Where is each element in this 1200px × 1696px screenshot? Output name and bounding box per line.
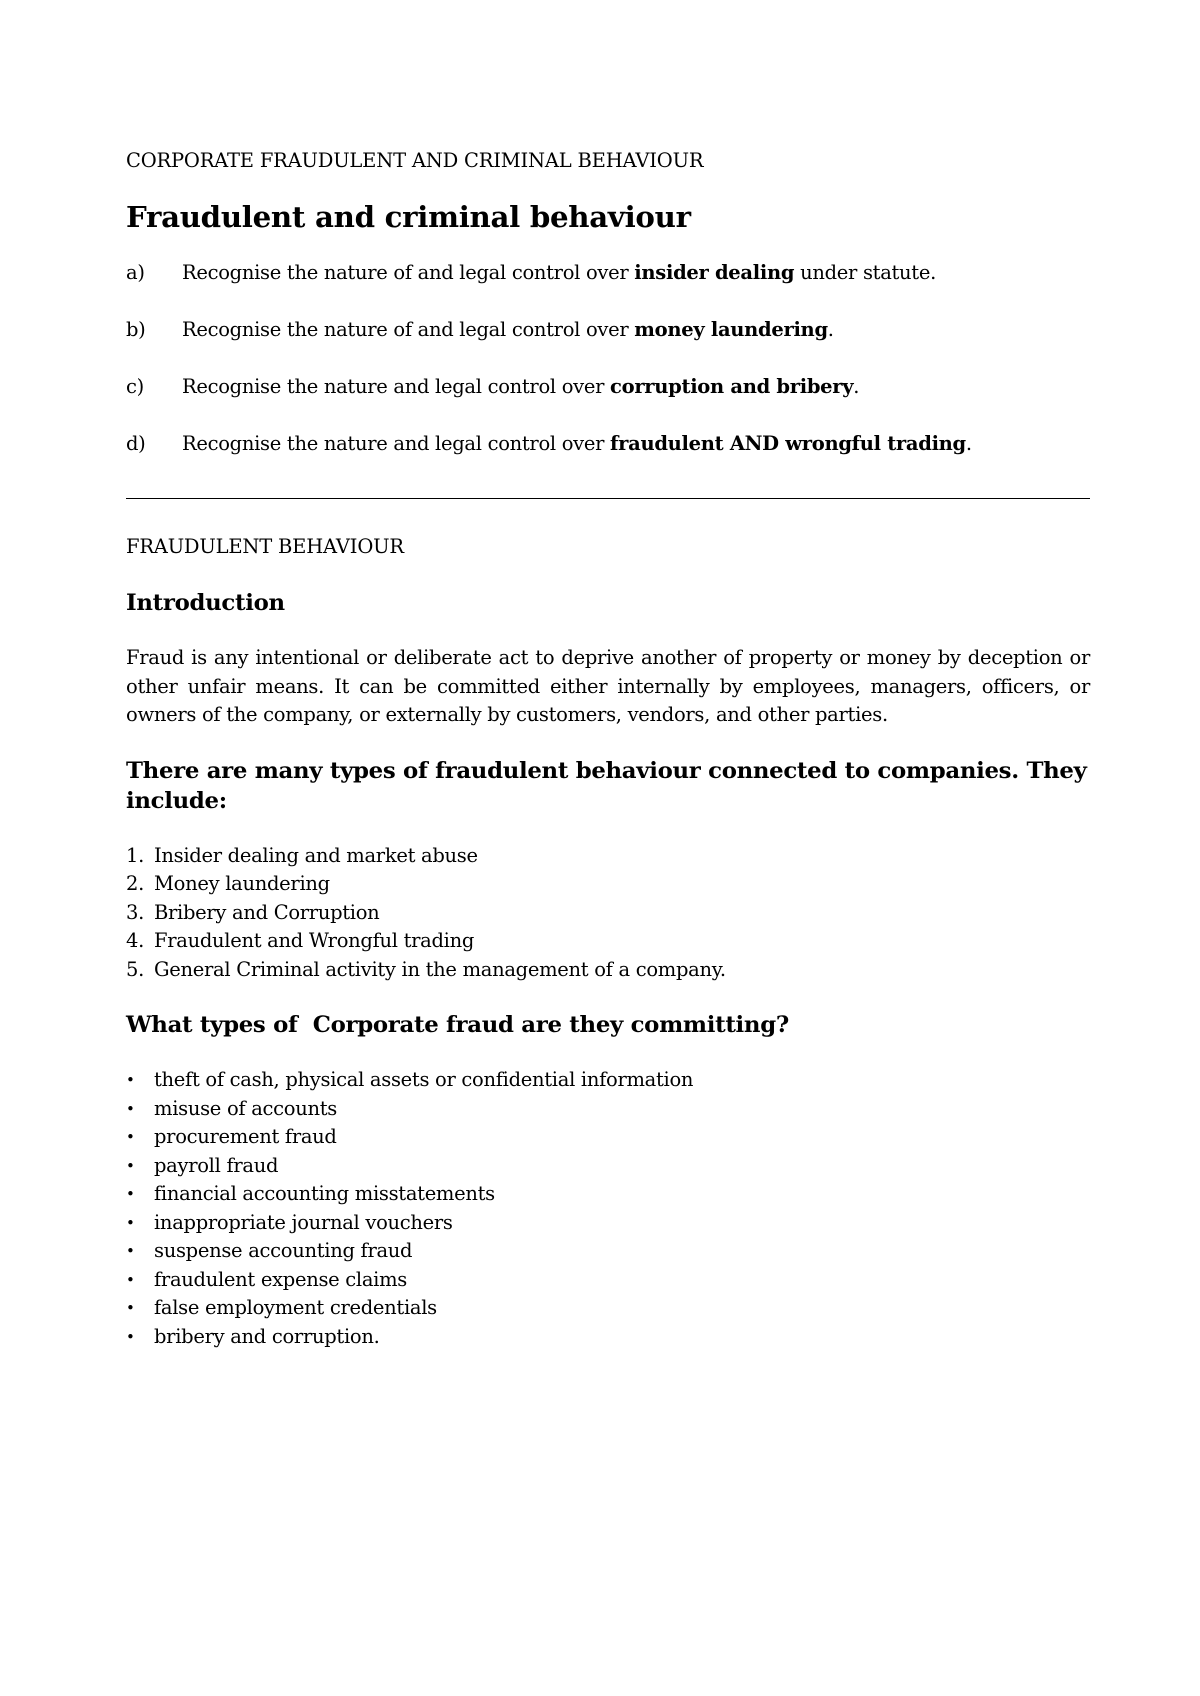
horizontal-divider <box>126 498 1090 499</box>
list-item <box>126 1294 1090 1323</box>
list-item-text: financial accounting misstatements <box>154 1182 495 1205</box>
spacer <box>126 742 1090 756</box>
bullet-icon: • <box>126 1099 135 1118</box>
bullet-icon: • <box>126 1299 135 1317</box>
bullet-icon: • <box>126 1242 135 1260</box>
objective-text <box>182 258 936 288</box>
list-item <box>126 1266 1090 1295</box>
bullet-icon: • <box>126 1327 135 1346</box>
list-item <box>126 1123 1090 1152</box>
list-item <box>126 927 1090 956</box>
bullet-icon: • <box>126 1213 135 1232</box>
objective-text-plain: Recognise the nature and legal control over <box>182 432 611 455</box>
list-number: 1. <box>126 843 145 867</box>
list-item-text: bribery and corruption. <box>154 1324 380 1348</box>
objectives-list <box>126 258 1090 459</box>
section-title-fraudulent-behaviour: FRAUDULENT BEHAVIOUR <box>126 535 404 558</box>
bullet-icon: • <box>126 1185 135 1203</box>
list-item <box>126 1152 1090 1181</box>
list-item <box>126 1095 1090 1124</box>
list-item-text: Bribery and Corruption <box>154 900 380 924</box>
list-item-text: inappropriate journal vouchers <box>154 1210 453 1234</box>
corporate-fraud-list <box>126 1066 1090 1351</box>
introduction-heading: Introduction <box>126 590 285 616</box>
objective-letter: d) <box>126 432 146 455</box>
objective-text-tail: . <box>827 318 834 341</box>
objective-text-tail: . <box>853 375 860 398</box>
list-item-text: payroll fraud <box>154 1153 279 1177</box>
objective-text-plain: Recognise the nature and legal control over <box>182 375 611 398</box>
list-item-text: Money laundering <box>154 872 330 895</box>
list-number: 3. <box>126 900 145 924</box>
list-item <box>126 1209 1090 1238</box>
list-item-text: Fraudulent and Wrongful trading <box>154 929 475 952</box>
list-item <box>126 870 1090 899</box>
objective-letter: c) <box>126 375 144 398</box>
list-item <box>126 842 1090 871</box>
list-item-text: Insider dealing and market abuse <box>154 843 478 867</box>
objective-letter: a) <box>126 261 145 284</box>
list-item-text: procurement fraud <box>154 1125 337 1148</box>
list-item <box>126 1066 1090 1095</box>
section-title-fraudulent-criminal: Fraudulent and criminal behaviour <box>126 200 691 234</box>
list-item <box>126 1237 1090 1266</box>
list-item-text: theft of cash, physical assets or confidential information <box>154 1068 694 1091</box>
list-item-text: false employment credentials <box>154 1296 437 1319</box>
objective-item <box>126 315 1090 345</box>
types-heading: There are many types of fraudulent behaviour connected to companies. They include: <box>126 757 1087 814</box>
main-title: CORPORATE FRAUDULENT AND CRIMINAL BEHAVIOUR <box>126 149 704 172</box>
bullet-icon: • <box>126 1071 135 1089</box>
list-item-text: fraudulent expense claims <box>154 1267 408 1291</box>
objective-item <box>126 429 1090 459</box>
list-number: 4. <box>126 929 145 952</box>
objective-text-bold: corruption and bribery <box>610 375 854 398</box>
document-page <box>126 146 1090 1377</box>
fraud-types-list <box>126 842 1090 985</box>
objective-text-bold: insider dealing <box>634 261 795 284</box>
objective-text <box>182 315 834 345</box>
introduction-paragraph: Fraud is any intentional or deliberate act to deprive another of property or money by deception or other unfair means. It can be committed either internally by employees, managers, officers, or owners of the company, or externally by customers, vendors, and other parties. <box>126 646 1090 726</box>
list-number: 5. <box>126 957 145 981</box>
objective-letter: b) <box>126 318 146 341</box>
bullet-icon: • <box>126 1156 135 1175</box>
list-item <box>126 1180 1090 1209</box>
list-item-text: suspense accounting fraud <box>154 1239 413 1262</box>
list-item <box>126 956 1090 985</box>
bullet-icon: • <box>126 1128 135 1146</box>
objective-item <box>126 372 1090 402</box>
list-item-text: misuse of accounts <box>154 1096 337 1120</box>
objective-text-bold: fraudulent AND wrongful trading <box>610 432 966 455</box>
list-item <box>126 899 1090 928</box>
objective-text-plain: Recognise the nature of and legal control over <box>182 261 635 284</box>
objective-item <box>126 258 1090 288</box>
objective-text-bold: money laundering <box>634 318 828 341</box>
objective-text-tail: under statute. <box>794 261 936 284</box>
list-item-text: General Criminal activity in the management of a company. <box>154 957 726 981</box>
list-number: 2. <box>126 872 145 895</box>
objective-text-tail: . <box>965 432 972 455</box>
list-item <box>126 1323 1090 1352</box>
objective-text <box>182 429 972 459</box>
objective-text <box>182 372 859 402</box>
objective-text-plain: Recognise the nature of and legal control over <box>182 318 635 341</box>
bullet-icon: • <box>126 1270 135 1289</box>
corporate-fraud-heading: What types of Corporate fraud are they committing? <box>126 1012 789 1038</box>
